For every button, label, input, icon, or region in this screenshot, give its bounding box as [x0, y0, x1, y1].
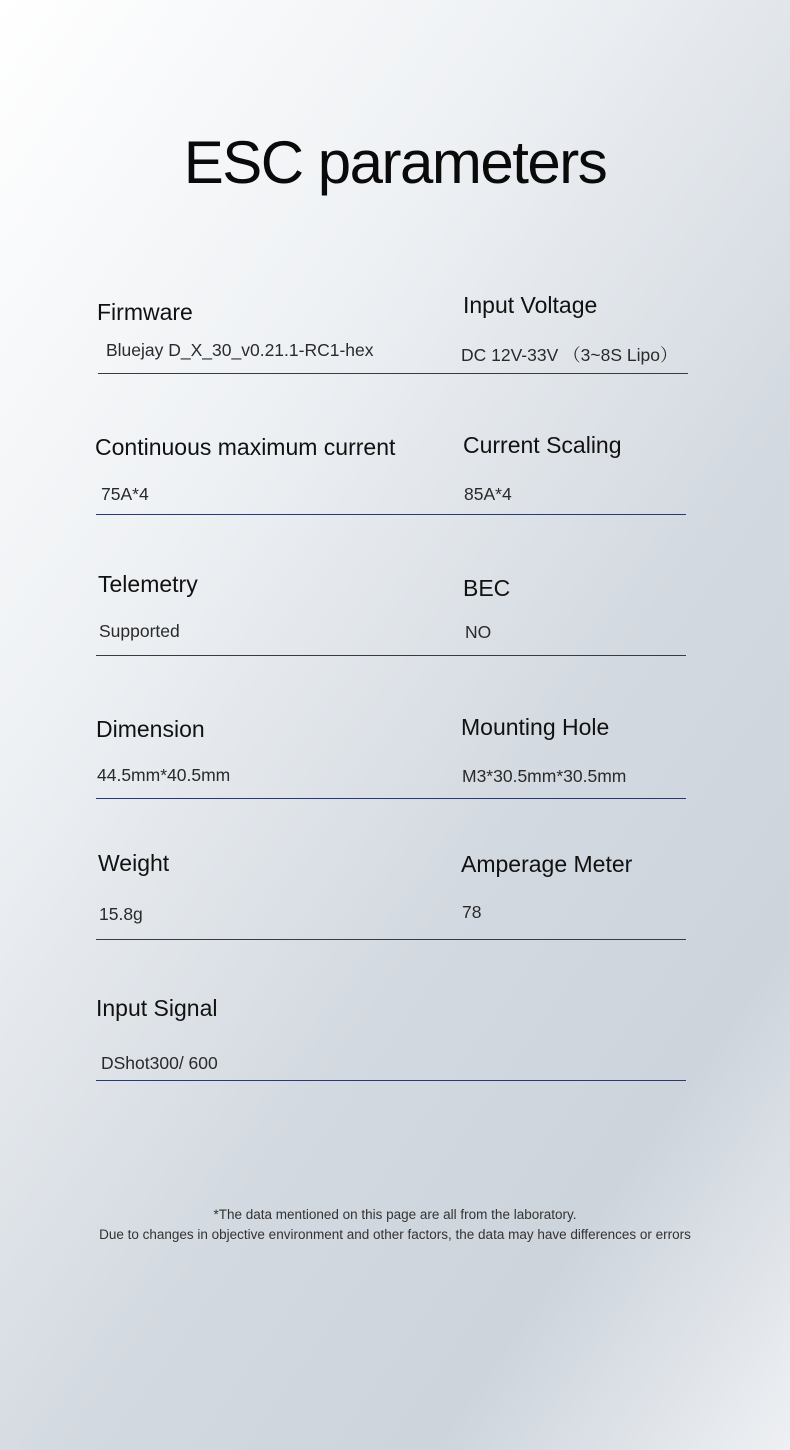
- dimension-label: Dimension: [96, 716, 205, 742]
- input-voltage-value: DC 12V-33V （3~8S Lipo）: [461, 345, 678, 365]
- dimension-value: 44.5mm*40.5mm: [97, 765, 231, 785]
- divider-row-3: [96, 655, 686, 656]
- divider-row-6: [96, 1080, 686, 1081]
- telemetry-value: Supported: [99, 621, 180, 641]
- firmware-label: Firmware: [97, 299, 193, 325]
- firmware-value: Bluejay D_X_30_v0.21.1-RC1-hex: [106, 340, 374, 360]
- input-voltage-label: Input Voltage: [463, 292, 598, 318]
- page-title: ESC parameters: [183, 129, 607, 196]
- input-signal-label: Input Signal: [96, 995, 218, 1021]
- current-scaling-label: Current Scaling: [463, 432, 622, 458]
- continuous-current-value: 75A*4: [101, 484, 149, 504]
- divider-row-5: [96, 939, 686, 940]
- divider-row-2: [96, 514, 686, 515]
- telemetry-label: Telemetry: [98, 571, 198, 597]
- weight-value: 15.8g: [99, 904, 143, 924]
- bec-value: NO: [465, 622, 492, 642]
- footnote-line-1: *The data mentioned on this page are all from the laboratory.: [213, 1207, 577, 1222]
- weight-label: Weight: [98, 850, 170, 876]
- amperage-meter-label: Amperage Meter: [461, 851, 633, 877]
- current-scaling-value: 85A*4: [464, 484, 512, 504]
- amperage-meter-value: 78: [462, 902, 482, 922]
- bec-label: BEC: [463, 575, 511, 601]
- divider-row-4: [96, 798, 686, 799]
- mounting-hole-value: M3*30.5mm*30.5mm: [462, 766, 627, 786]
- continuous-current-label: Continuous maximum current: [95, 434, 396, 460]
- divider-row-1: [98, 373, 688, 374]
- mounting-hole-label: Mounting Hole: [461, 714, 610, 740]
- footnote-line-2: Due to changes in objective environment and other factors, the data may have differences or errors: [99, 1227, 691, 1242]
- input-signal-value: DShot300/ 600: [101, 1053, 218, 1073]
